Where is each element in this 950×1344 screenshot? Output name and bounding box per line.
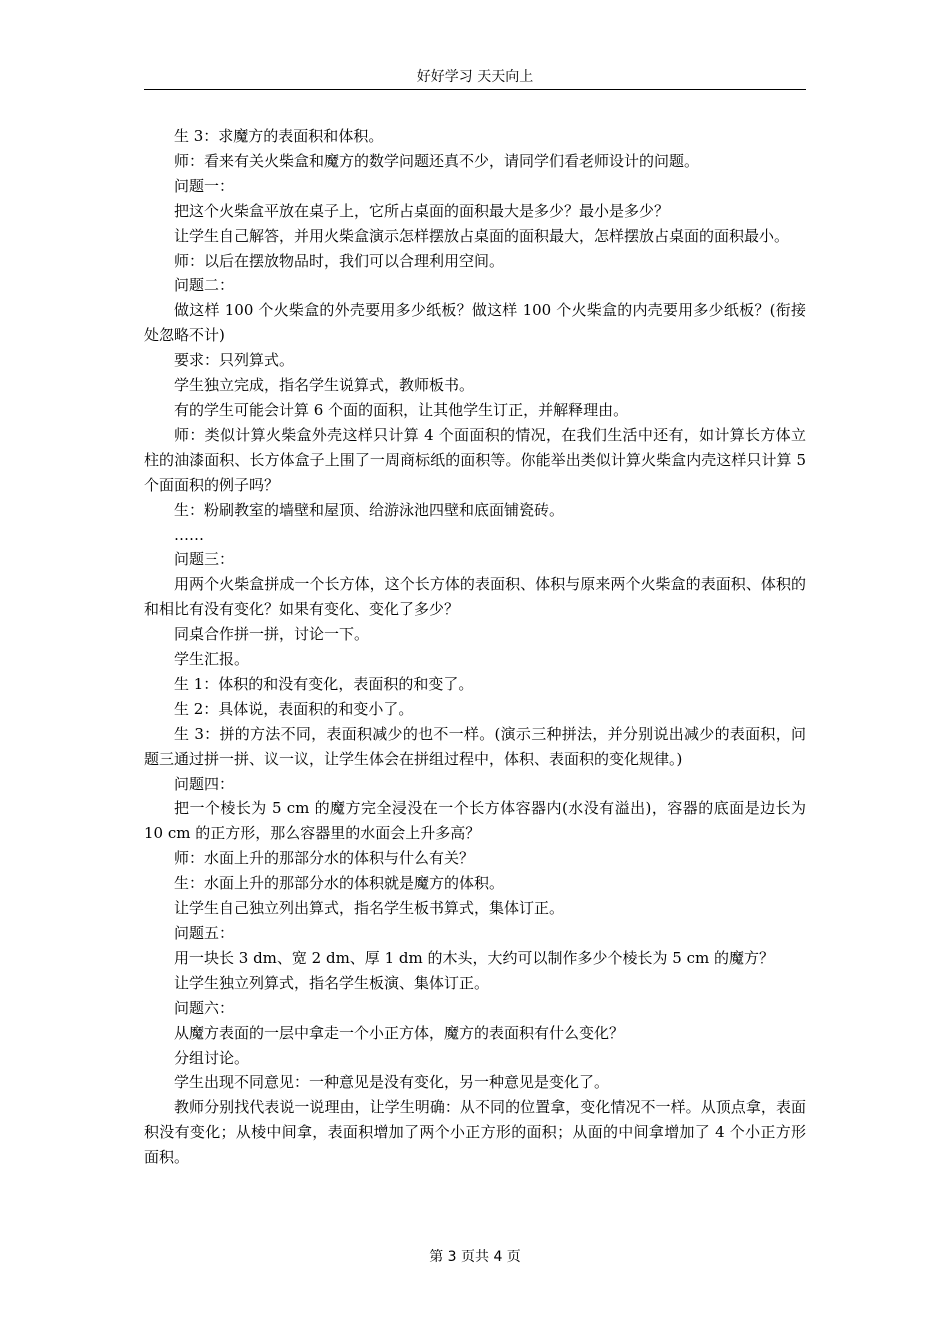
paragraph: 学生汇报。 — [174, 650, 250, 669]
paragraph: 分组讨论。 — [174, 1048, 250, 1067]
paragraph: 师：看来有关火柴盒和魔方的数学问题还真不少，请同学们看老师设计的问题。 — [174, 151, 700, 170]
paragraph: 师：类似计算火柴盒外壳这样只计算 4 个面面积的情况，在我们生活中还有，如计算长方体立柱的油漆面积、长方体盒子上围了一周商标纸的面积等。你能举出类似计算火柴盒内壳这样只计算 5 个面面积的例子吗？ — [144, 425, 806, 494]
paragraph: 让学生自己独立列出算式，指名学生板书算式，集体订正。 — [174, 899, 565, 918]
paragraph: 让学生独立列算式，指名学生板演、集体订正。 — [174, 973, 490, 992]
paragraph: 生：粉刷教室的墙壁和屋顶、给游泳池四壁和底面铺瓷砖。 — [174, 500, 565, 519]
page-footer: 第 3 页共 4 页 — [429, 1249, 521, 1265]
paragraph: 要求：只列算式。 — [174, 351, 295, 370]
paragraph: 问题六： — [174, 998, 235, 1017]
paragraph: 用一块长 3 dm、宽 2 dm、厚 1 dm 的木头，大约可以制作多少个棱长为 5 cm 的魔方？ — [174, 948, 774, 967]
paragraph: 学生独立完成，指名学生说算式，教师板书。 — [174, 376, 475, 395]
paragraph: …… — [174, 525, 204, 544]
paragraph: 把这个火柴盒平放在桌子上，它所占桌面的面积最大是多少？最小是多少？ — [174, 201, 670, 220]
page-header: 好好学习 天天向上 — [416, 69, 534, 85]
paragraph: 问题二： — [174, 276, 235, 295]
paragraph: 从魔方表面的一层中拿走一个小正方体，魔方的表面积有什么变化？ — [174, 1023, 625, 1042]
paragraph: 生 3：求魔方的表面积和体积。 — [174, 127, 384, 145]
paragraph: 问题一： — [174, 176, 235, 195]
paragraph: 生 2：具体说，表面积的和变小了。 — [174, 699, 414, 718]
paragraph: 问题五： — [174, 924, 235, 942]
paragraph: 问题三： — [174, 550, 235, 569]
paragraph: 做这样 100 个火柴盒的外壳要用多少纸板？做这样 100 个火柴盒的内壳要用多少纸板？(衔接处忽略不计) — [144, 301, 806, 345]
paragraph: 学生出现不同意见：一种意见是没有变化，另一种意见是变化了。 — [174, 1073, 610, 1092]
paragraph: 让学生自己解答，并用火柴盒演示怎样摆放占桌面的面积最大，怎样摆放占桌面的面积最小。 — [174, 226, 790, 245]
paragraph: 有的学生可能会计算 6 个面的面积，让其他学生订正，并解释理由。 — [174, 400, 629, 419]
paragraph: 同桌合作拼一拼，讨论一下。 — [174, 625, 370, 644]
paragraph: 生 1：体积的和没有变化，表面积的和变了。 — [174, 674, 474, 693]
paragraph: 生：水面上升的那部分水的体积就是魔方的体积。 — [174, 874, 505, 893]
document-body — [144, 124, 806, 1170]
header-divider — [144, 89, 806, 90]
paragraph: 师：以后在摆放物品时，我们可以合理利用空间。 — [174, 251, 505, 270]
paragraph: 用两个火柴盒拼成一个长方体，这个长方体的表面积、体积与原来两个火柴盒的表面积、体积的和相比有没有变化？如果有变化、变化了多少？ — [144, 575, 806, 619]
paragraph: 师：水面上升的那部分水的体积与什么有关？ — [174, 849, 475, 868]
paragraph: 教师分别找代表说一说理由，让学生明确：从不同的位置拿，变化情况不一样。从顶点拿，表面积没有变化；从棱中间拿，表面积增加了两个小正方形的面积；从面的中间拿增加了 4 个小正方形面积。 — [144, 1098, 806, 1167]
paragraph: 把一个棱长为 5 cm 的魔方完全浸没在一个长方体容器内(水没有溢出)，容器的底面是边长为 10 cm 的正方形，那么容器里的水面会上升多高？ — [144, 799, 806, 843]
paragraph: 生 3：拼的方法不同，表面积减少的也不一样。(演示三种拼法，并分别说出减少的表面积，问题三通过拼一拼、议一议，让学生体会在拼组过程中，体积、表面积的变化规律。) — [144, 724, 806, 768]
paragraph: 问题四： — [174, 774, 235, 793]
